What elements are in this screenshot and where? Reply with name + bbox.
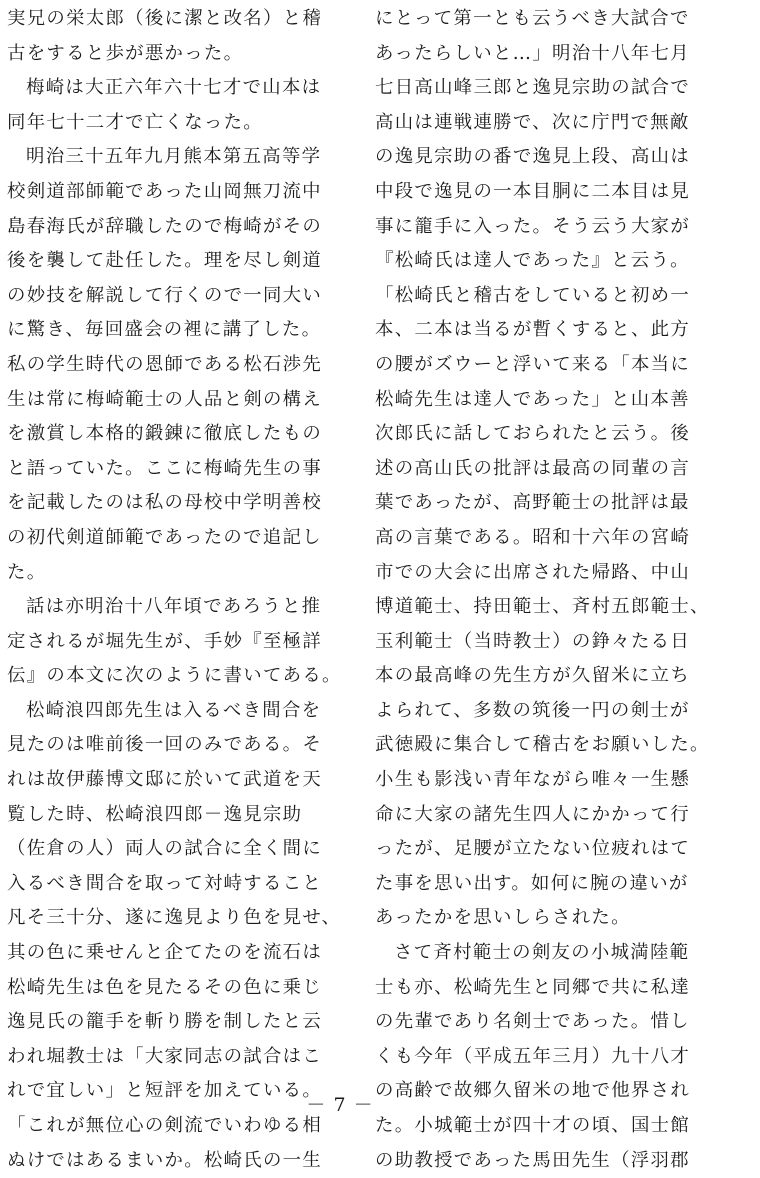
text-line: 高の言葉である。昭和十六年の宮崎 [375, 526, 691, 548]
text-line: 次郎氏に話しておられたと云う。後 [375, 423, 691, 445]
text-line: 本の最高峰の先生方が久留米に立ち [375, 665, 691, 687]
text-line: れは故伊藤博文邸に於いて武道を天 [7, 769, 323, 791]
text-line: 『松崎氏は達人であった』と云う。 [375, 250, 690, 272]
text-line: 「これが無位心の剣流でいわゆる相 [7, 1115, 323, 1136]
text-line: ぬけではあるまいか。松崎氏の一生 [7, 1149, 323, 1171]
text-line: 命に大家の諸先生四人にかかって行 [375, 803, 691, 825]
text-line: 小生も影浅い青年ながら唯々一生懸 [375, 769, 691, 791]
text-line: 高山は連戦連勝で、次に庁門で無敵 [375, 111, 690, 133]
text-line: 松崎先生は色を見たるその色に乗じ [7, 976, 323, 998]
left-text-column [7, 2, 342, 1178]
text-line: 見たのは唯前後一回のみである。そ [7, 734, 323, 756]
text-line: （佐倉の人）両人の試合に全く間に [7, 838, 323, 860]
text-line: の妙技を解説して行くので一同大い [7, 284, 323, 306]
text-line: 松崎先生は達人であった」と山本善 [375, 388, 690, 410]
text-line: 伝』の本文に次のように書いてある。 [7, 665, 342, 687]
text-line: 明治三十五年九月熊本第五高等学 [26, 146, 322, 168]
text-line: 定されるが堀先生が、手妙『至極詳 [7, 630, 323, 652]
text-line: 同年七十二才で亡くなった。 [7, 111, 263, 133]
text-line: 校剣道部師範であった山岡無刀流中 [7, 180, 322, 202]
text-line: 松崎浪四郎先生は入るべき間合を [26, 699, 322, 721]
text-line: 入るべき間合を取って対峙すること [7, 872, 323, 894]
text-line: あったらしいと…」明治十八年七月 [375, 42, 690, 64]
text-line: を記載したのは私の母校中学明善校 [7, 492, 323, 514]
text-line: 「松崎氏と稽古をしていると初め一 [375, 284, 691, 306]
text-line: れで宜しい」と短評を加えている。 [7, 1080, 323, 1102]
text-line: ったが、足腰が立たない位疲れはて [375, 838, 691, 860]
text-line: 中段で逸見の一本目胴に二本目は見 [375, 180, 691, 202]
text-line: 本、二本は当るが暫くすると、此方 [375, 319, 691, 341]
text-line: 事に籠手に入った。そう云う大家が [375, 215, 691, 237]
text-line: にとって第一とも云うべき大試合で [375, 8, 690, 29]
text-line: 実兄の栄太郎（後に潔と改名）と稽 [7, 8, 323, 29]
text-line: た。小城範士が四十才の頃、国士館 [375, 1115, 691, 1136]
text-line: に驚き、毎回盛会の裡に講了した。 [7, 319, 322, 341]
text-line: 玉利範士（当時教士）の錚々たる日 [375, 630, 691, 652]
text-line: 逸見氏の籠手を斬り勝を制したと云 [7, 1011, 323, 1033]
text-line: 其の色に乗せんと企てたのを流石は [7, 942, 323, 964]
right-text-column [375, 2, 710, 1178]
text-line: 梅崎は大正六年六十七才で山本は [26, 77, 322, 99]
text-line: 市での大会に出席された帰路、中山 [375, 561, 691, 583]
text-line: 覧した時、松崎浪四郎－逸見宗助 [7, 803, 303, 825]
text-line: さて斉村範士の剣友の小城満陸範 [394, 942, 690, 964]
text-line: 島春海氏が辞職したので梅崎がその [7, 215, 323, 237]
text-line: 七日高山峰三郎と逸見宗助の試合で [375, 77, 691, 99]
text-line: の助教授であった馬田先生（浮羽郡 [375, 1149, 690, 1171]
text-line: を激賞し本格的鍛錬に徹底したもの [7, 423, 323, 445]
text-line: の腰がズウーと浮いて来る「本当に [375, 353, 691, 375]
text-line: 私の学生時代の恩師である松石渉先 [7, 353, 323, 375]
text-line: と語っていた。ここに梅崎先生の事 [7, 457, 323, 479]
text-line: 士も亦、松崎先生と同郷で共に私達 [375, 976, 691, 998]
text-line: 生は常に梅崎範士の人品と剣の構え [7, 388, 323, 410]
text-line: 博道範士、持田範士、斉村五郎範士、 [375, 596, 710, 618]
text-line: 話は亦明治十八年頃であろうと推 [26, 596, 322, 618]
text-line: の先輩であり名剣士であった。惜し [375, 1011, 690, 1033]
text-line: 述の高山氏の批評は最高の同輩の言 [375, 457, 691, 479]
text-line: あったかを思いしらされた。 [375, 907, 631, 929]
text-line: た事を思い出す。如何に腕の違いが [375, 872, 689, 894]
text-line: くも今年（平成五年三月）九十八才 [375, 1045, 691, 1067]
text-line: 武徳殿に集合して稽古をお願いした。 [375, 734, 710, 756]
text-line: よられて、多数の筑後一円の剣士が [375, 699, 690, 721]
text-line: 古をすると歩が悪かった。 [7, 42, 244, 64]
text-line: 葉であったが、高野範士の批評は最 [375, 492, 690, 514]
text-line: 凡そ三十分、遂に逸見より色を見せ、 [7, 907, 342, 929]
text-line: た。 [7, 561, 47, 583]
text-line: の高齢で故郷久留米の地で他界され [375, 1080, 691, 1102]
text-line: の逸見宗助の番で逸見上段、高山は [375, 146, 691, 168]
text-line: われ堀教士は「大家同志の試合はこ [7, 1045, 323, 1067]
text-line: の初代剣道師範であったので追記し [7, 526, 322, 548]
page-number: － 7 － [306, 1094, 374, 1116]
text-line: 後を襲して赴任した。理を尽し剣道 [7, 250, 323, 272]
